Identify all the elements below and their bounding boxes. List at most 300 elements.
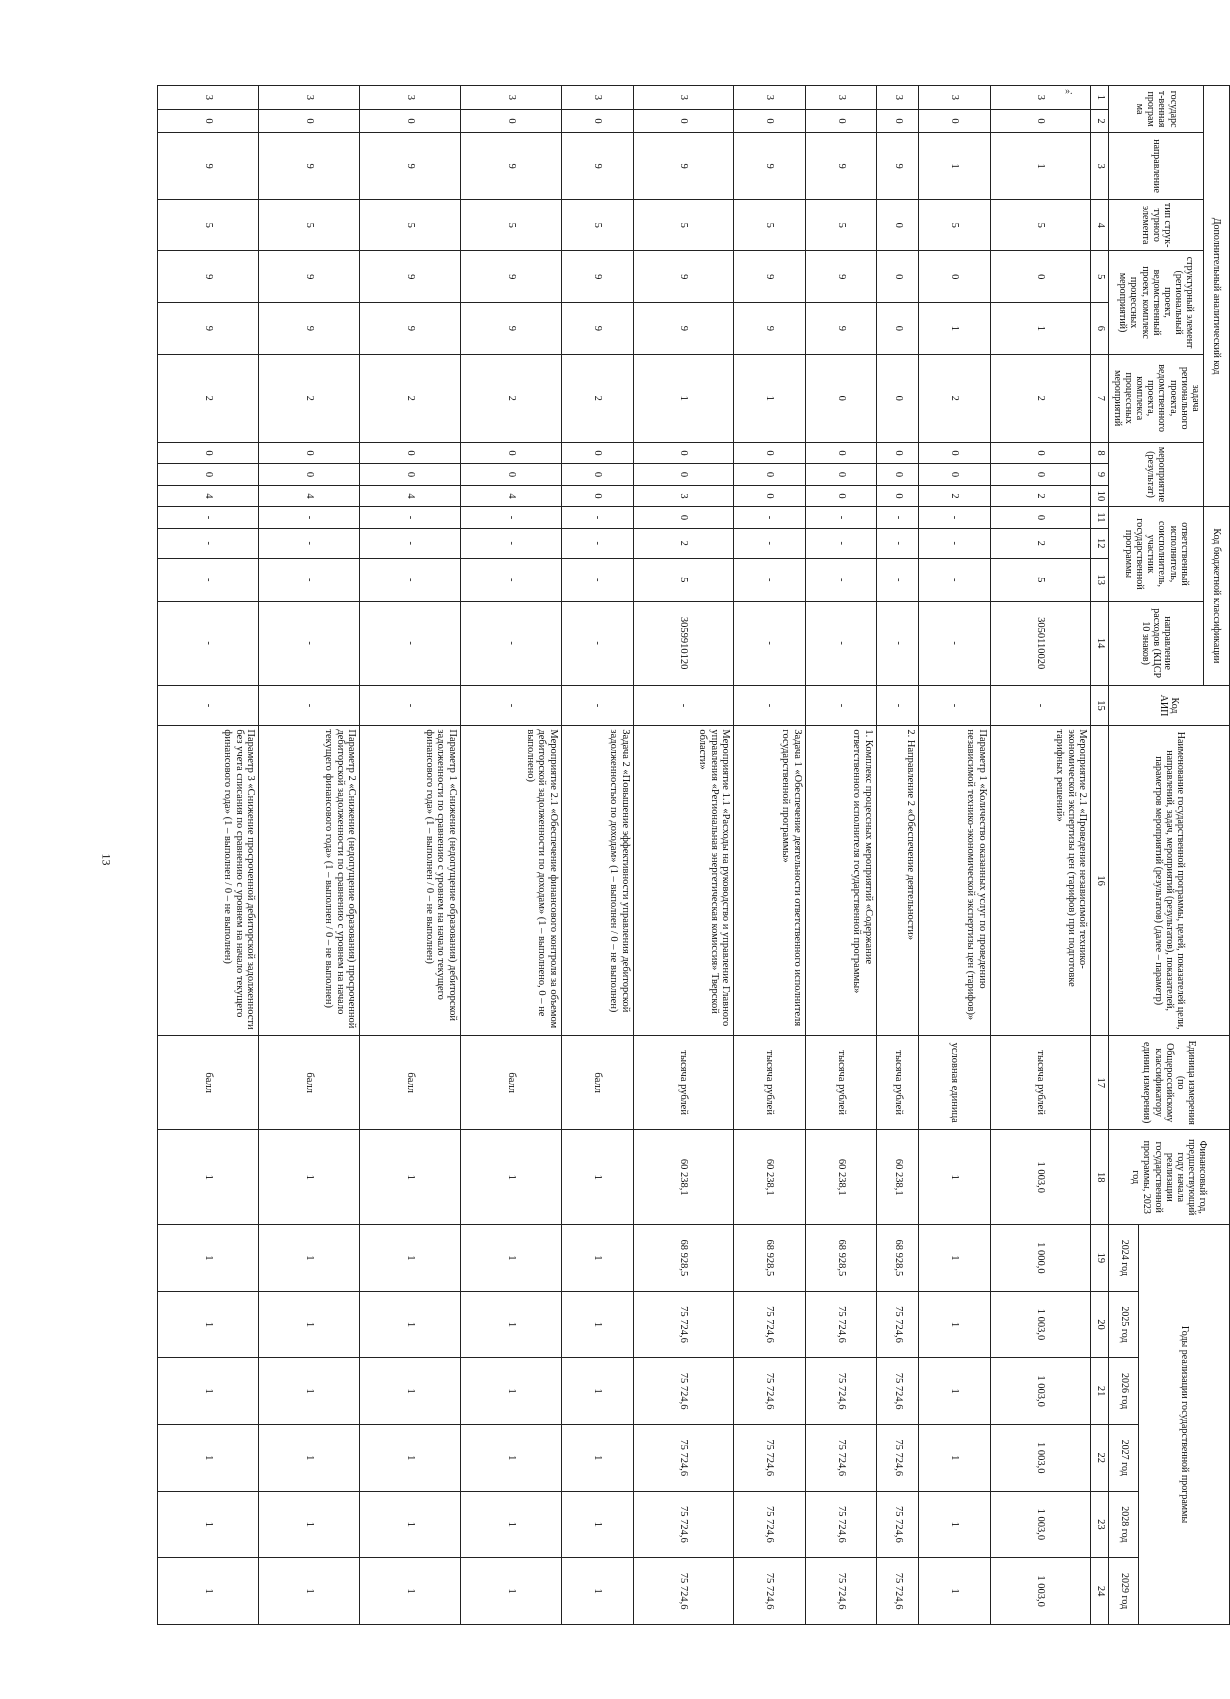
base-year-cell: 1 — [360, 1130, 461, 1225]
header-year: 2027 год — [1109, 1424, 1139, 1491]
code-cell: 0 — [734, 464, 805, 485]
code-cell: - — [259, 601, 360, 685]
year-value-cell: 75 724,6 — [633, 1491, 734, 1558]
name-cell: Мероприятие 1.1 «Расходы на руководство и управление Главного управления «Региональная энергетическая комиссия» Тверской области» — [633, 726, 734, 1035]
code-cell: 2 — [990, 528, 1091, 558]
header-base-year: Финансовый год, предшествующий году начала реализации государственной программы, 2023 год — [1109, 1130, 1230, 1225]
code-cell: 0 — [805, 354, 876, 442]
year-value-cell: 1 — [562, 1358, 633, 1425]
year-value-cell: 1 003,0 — [990, 1291, 1091, 1358]
code-cell: 3 — [633, 485, 734, 507]
code-cell: 9 — [158, 251, 259, 303]
code-cell: 0 — [805, 109, 876, 133]
code-cell: 2 — [990, 354, 1091, 442]
unit-cell: балл — [259, 1035, 360, 1130]
table-row — [158, 86, 259, 1625]
unit-cell: балл — [158, 1035, 259, 1130]
year-value-cell: 1 — [562, 1291, 633, 1358]
code-cell: 5 — [990, 558, 1091, 601]
code-cell: 0 — [633, 464, 734, 485]
code-cell: 0 — [734, 442, 805, 463]
table-row — [259, 86, 360, 1625]
unit-cell: балл — [461, 1035, 562, 1130]
code-cell: 9 — [461, 133, 562, 200]
code-cell: 0 — [259, 442, 360, 463]
code-cell: 0 — [562, 485, 633, 507]
code-cell: 0 — [633, 507, 734, 528]
year-value-cell: 1 — [461, 1491, 562, 1558]
year-value-cell: 1 — [461, 1291, 562, 1358]
code-cell: 0 — [158, 109, 259, 133]
column-number: 23 — [1091, 1491, 1109, 1558]
year-value-cell: 75 724,6 — [805, 1491, 876, 1558]
code-cell: 3 — [562, 86, 633, 110]
code-cell: 0 — [805, 442, 876, 463]
code-cell: 0 — [877, 303, 919, 355]
code-cell: 9 — [734, 133, 805, 200]
year-value-cell: 1 — [919, 1491, 990, 1558]
code-cell: 0 — [562, 442, 633, 463]
code-cell: 3 — [461, 86, 562, 110]
code-cell: 3059910120 — [633, 601, 734, 685]
name-cell: Задача 2 «Повышение эффективности управления дебиторской задолженностью по доходам» (1 – выполнен / 0 – не выполнен) — [562, 726, 633, 1035]
code-cell: 9 — [562, 133, 633, 200]
table-row — [919, 86, 990, 1625]
code-cell: 0 — [633, 442, 734, 463]
year-value-cell: 1 — [158, 1291, 259, 1358]
code-cell: 0 — [877, 251, 919, 303]
year-value-cell: 1 — [259, 1424, 360, 1491]
column-number: 5 — [1091, 251, 1109, 303]
code-cell: 2 — [562, 354, 633, 442]
code-cell: - — [158, 601, 259, 685]
column-number: 11 — [1091, 507, 1109, 528]
code-cell: 5 — [158, 199, 259, 251]
code-cell: - — [734, 528, 805, 558]
header-element-type: тип струк-турного элемента — [1109, 199, 1204, 251]
code-cell: 1 — [919, 133, 990, 200]
code-cell: 9 — [734, 303, 805, 355]
name-cell: Параметр 2 «Снижение (недопущение образования) просроченной дебиторской задолженности по сравнению с уровнем на начало текущего финансового года» (1 – выполнен / 0 – не выполнен) — [259, 726, 360, 1035]
page-number: 13 — [99, 853, 114, 866]
year-value-cell: 75 724,6 — [877, 1424, 919, 1491]
code-cell: 5 — [360, 199, 461, 251]
column-number: 6 — [1091, 303, 1109, 355]
code-cell: - — [805, 507, 876, 528]
name-cell: Параметр 1 «Снижение (недопущение образования) дебиторской задолженности по сравнению с уровнем на начало текущего финансового года» (1 – выполнен / 0 – не выполнен) — [360, 726, 461, 1035]
year-value-cell: 1 — [158, 1424, 259, 1491]
code-cell: 9 — [734, 251, 805, 303]
year-value-cell: 75 724,6 — [633, 1358, 734, 1425]
header-year: 2025 год — [1109, 1291, 1139, 1358]
table-row — [461, 86, 562, 1625]
code-cell: 1 — [633, 354, 734, 442]
code-cell: 2 — [461, 354, 562, 442]
code-cell: 0 — [877, 109, 919, 133]
code-cell: 0 — [990, 464, 1091, 485]
column-number: 9 — [1091, 464, 1109, 485]
base-year-cell: 60 238,1 — [734, 1130, 805, 1225]
year-value-cell: 68 928,5 — [805, 1225, 876, 1292]
table-row — [360, 86, 461, 1625]
column-number: 14 — [1091, 601, 1109, 685]
code-cell: - — [360, 601, 461, 685]
code-cell: - — [919, 601, 990, 685]
code-cell: - — [360, 558, 461, 601]
code-cell: 5 — [805, 199, 876, 251]
header-task: задача регионального проекта, ведомственного проекта, комплекса процессных мероприятий — [1109, 354, 1204, 442]
year-value-cell: 75 724,6 — [805, 1291, 876, 1358]
code-cell: 0 — [633, 109, 734, 133]
unit-cell: тысяча рублей — [633, 1035, 734, 1130]
year-value-cell: 1 — [562, 1558, 633, 1625]
header-expense-direction: направление расходов (КЦСР 10 знаков) — [1109, 601, 1204, 685]
code-cell: - — [805, 528, 876, 558]
code-cell: 0 — [877, 464, 919, 485]
code-cell: 9 — [633, 303, 734, 355]
column-number: 16 — [1091, 726, 1109, 1035]
code-cell: 9 — [360, 303, 461, 355]
column-number: 4 — [1091, 199, 1109, 251]
name-cell: Мероприятие 2.1 «Проведение независимой технико-экономической экспертизы цен (тарифов) при подготовке тарифных решений» — [990, 726, 1091, 1035]
code-cell: 9 — [805, 251, 876, 303]
year-value-cell: 1 003,0 — [990, 1424, 1091, 1491]
code-cell: 0 — [734, 485, 805, 507]
year-value-cell: 1 — [562, 1491, 633, 1558]
code-cell: 3050110020 — [990, 601, 1091, 685]
code-cell: 0 — [990, 251, 1091, 303]
code-cell: 0 — [990, 507, 1091, 528]
unit-cell: тысяча рублей — [734, 1035, 805, 1130]
year-value-cell: 1 — [360, 1491, 461, 1558]
year-value-cell: 1 003,0 — [990, 1558, 1091, 1625]
code-cell: 1 — [990, 133, 1091, 200]
code-cell: 0 — [259, 464, 360, 485]
code-cell: 9 — [259, 133, 360, 200]
year-value-cell: 1 — [158, 1225, 259, 1292]
code-cell: 2 — [919, 485, 990, 507]
code-cell: - — [461, 528, 562, 558]
code-cell: - — [734, 558, 805, 601]
code-cell: - — [633, 685, 734, 726]
header-aip-code: Код АИП — [1109, 685, 1230, 726]
code-cell: 4 — [461, 485, 562, 507]
year-value-cell: 75 724,6 — [877, 1358, 919, 1425]
year-value-cell: 1 — [259, 1291, 360, 1358]
year-value-cell: 1 003,0 — [990, 1358, 1091, 1425]
column-number: 19 — [1091, 1225, 1109, 1292]
code-cell: - — [360, 685, 461, 726]
year-value-cell: 1 — [461, 1558, 562, 1625]
code-cell: 9 — [805, 303, 876, 355]
header-year: 2026 год — [1109, 1358, 1139, 1425]
year-value-cell: 1 — [158, 1358, 259, 1425]
year-value-cell: 1 — [158, 1491, 259, 1558]
code-cell: - — [805, 685, 876, 726]
code-cell: 0 — [360, 109, 461, 133]
code-cell: 3 — [259, 86, 360, 110]
rotated-page — [170, 85, 1230, 1625]
code-cell: - — [877, 507, 919, 528]
code-cell: 0 — [919, 442, 990, 463]
year-value-cell: 1 — [919, 1358, 990, 1425]
column-number: 21 — [1091, 1358, 1109, 1425]
code-cell: - — [461, 558, 562, 601]
code-cell: 0 — [805, 464, 876, 485]
code-cell: 0 — [805, 485, 876, 507]
code-cell: 0 — [919, 251, 990, 303]
year-value-cell: 75 724,6 — [877, 1558, 919, 1625]
code-cell: 5 — [734, 199, 805, 251]
header-year: 2024 год — [1109, 1225, 1139, 1292]
table-row — [734, 86, 805, 1625]
code-cell: - — [877, 601, 919, 685]
unit-cell: условная единица — [919, 1035, 990, 1130]
code-cell: - — [360, 507, 461, 528]
code-cell: - — [562, 507, 633, 528]
year-value-cell: 75 724,6 — [877, 1291, 919, 1358]
name-cell: Параметр 3 «Снижение просроченной дебиторской задолженности без учета списания по сравнению с уровнем на начало текущего финансового года» (1 – выполнен / 0 – не выполнен) — [158, 726, 259, 1035]
code-cell: - — [919, 507, 990, 528]
year-value-cell: 1 — [919, 1225, 990, 1292]
year-value-cell: 1 — [919, 1558, 990, 1625]
base-year-cell: 1 — [259, 1130, 360, 1225]
code-cell: 9 — [158, 303, 259, 355]
year-value-cell: 68 928,5 — [877, 1225, 919, 1292]
code-cell: 2 — [919, 354, 990, 442]
base-year-cell: 1 — [158, 1130, 259, 1225]
code-cell: 9 — [562, 303, 633, 355]
code-cell: 9 — [461, 251, 562, 303]
code-cell: - — [259, 558, 360, 601]
code-cell: 3 — [805, 86, 876, 110]
column-number: 12 — [1091, 528, 1109, 558]
code-cell: 2 — [158, 354, 259, 442]
year-value-cell: 1 — [259, 1225, 360, 1292]
code-cell: - — [805, 558, 876, 601]
year-value-cell: 1 — [461, 1225, 562, 1292]
header-unit: Единица измерения (по Общероссийскому классификатору единиц измерения) — [1109, 1035, 1230, 1130]
column-numbers-row — [1091, 86, 1109, 1625]
code-cell: - — [877, 528, 919, 558]
year-value-cell: 68 928,5 — [633, 1225, 734, 1292]
column-number: 7 — [1091, 354, 1109, 442]
column-number: 20 — [1091, 1291, 1109, 1358]
code-cell: 3 — [734, 86, 805, 110]
program-table — [158, 85, 1230, 1625]
year-value-cell: 1 — [360, 1225, 461, 1292]
base-year-cell: 60 238,1 — [805, 1130, 876, 1225]
year-value-cell: 75 724,6 — [633, 1558, 734, 1625]
column-number: 13 — [1091, 558, 1109, 601]
code-cell: - — [734, 685, 805, 726]
code-cell: 0 — [990, 109, 1091, 133]
code-cell: 5 — [259, 199, 360, 251]
code-cell: - — [562, 528, 633, 558]
code-cell: 2 — [990, 485, 1091, 507]
code-cell: 3 — [633, 86, 734, 110]
code-cell: 0 — [461, 109, 562, 133]
table-row — [805, 86, 876, 1625]
code-cell: 0 — [461, 442, 562, 463]
code-cell: 0 — [919, 109, 990, 133]
unit-cell: тысяча рублей — [990, 1035, 1091, 1130]
code-cell: 9 — [360, 133, 461, 200]
code-cell: - — [562, 601, 633, 685]
code-cell: 4 — [158, 485, 259, 507]
code-cell: 9 — [805, 133, 876, 200]
code-cell: 0 — [990, 442, 1091, 463]
code-cell: - — [158, 685, 259, 726]
code-cell: 9 — [259, 251, 360, 303]
year-value-cell: 75 724,6 — [805, 1424, 876, 1491]
code-cell: - — [805, 601, 876, 685]
header-years-title: Годы реализации государственной программы — [1139, 1225, 1230, 1625]
code-cell: 4 — [259, 485, 360, 507]
code-cell: 1 — [734, 354, 805, 442]
code-cell: 0 — [360, 464, 461, 485]
code-cell: 5 — [990, 199, 1091, 251]
header-additional-code: Дополнительный аналитический код — [1204, 86, 1230, 507]
code-cell: 3 — [360, 86, 461, 110]
column-number: 17 — [1091, 1035, 1109, 1130]
code-cell: 9 — [360, 251, 461, 303]
year-value-cell: 1 — [461, 1424, 562, 1491]
column-number: 18 — [1091, 1130, 1109, 1225]
code-cell: 0 — [877, 442, 919, 463]
year-value-cell: 1 — [259, 1358, 360, 1425]
code-cell: 9 — [461, 303, 562, 355]
code-cell: - — [360, 528, 461, 558]
base-year-cell: 1 — [562, 1130, 633, 1225]
code-cell: 3 — [877, 86, 919, 110]
code-cell: 2 — [633, 528, 734, 558]
corner-mark: ». — [1065, 86, 1073, 97]
code-cell: 9 — [633, 133, 734, 200]
column-number: 10 — [1091, 485, 1109, 507]
code-cell: - — [461, 507, 562, 528]
column-number: 22 — [1091, 1424, 1109, 1491]
code-cell: 1 — [919, 303, 990, 355]
base-year-cell: 1 — [919, 1130, 990, 1225]
code-cell: - — [562, 558, 633, 601]
code-cell: - — [562, 685, 633, 726]
unit-cell: тысяча рублей — [805, 1035, 876, 1130]
code-cell: - — [877, 685, 919, 726]
year-value-cell: 1 — [919, 1291, 990, 1358]
code-cell: 5 — [562, 199, 633, 251]
year-value-cell: 1 000,0 — [990, 1225, 1091, 1292]
header-executor: ответственный исполнитель, соисполнитель, участник государственной программы — [1109, 507, 1204, 602]
year-value-cell: 1 — [158, 1558, 259, 1625]
code-cell: 9 — [158, 133, 259, 200]
base-year-cell: 1 003,0 — [990, 1130, 1091, 1225]
year-value-cell: 68 928,5 — [734, 1225, 805, 1292]
code-cell: 2 — [360, 354, 461, 442]
header-year: 2028 год — [1109, 1491, 1139, 1558]
header-budget-code: Код бюджетной классификации — [1204, 507, 1230, 685]
code-cell: 0 — [877, 485, 919, 507]
code-cell: - — [158, 507, 259, 528]
name-cell: Параметр 1 «Количество оказанных услуг по проведению независимой технико-экономической экспертизы цен (тарифов)» — [919, 726, 990, 1035]
column-number: 8 — [1091, 442, 1109, 463]
header-measure: мероприятие (результат) — [1109, 442, 1204, 506]
code-cell: - — [877, 558, 919, 601]
code-cell: - — [259, 528, 360, 558]
code-cell: 0 — [919, 464, 990, 485]
name-cell: Задача 1 «Обеспечение деятельности ответственного исполнителя государственной программы» — [734, 726, 805, 1035]
code-cell: - — [919, 558, 990, 601]
name-cell: 2. Направление 2 «Обеспечение деятельности» — [877, 726, 919, 1035]
year-value-cell: 75 724,6 — [805, 1558, 876, 1625]
table-row — [877, 86, 919, 1625]
code-cell: 0 — [158, 464, 259, 485]
year-value-cell: 75 724,6 — [734, 1424, 805, 1491]
code-cell: - — [158, 528, 259, 558]
code-cell: 3 — [158, 86, 259, 110]
year-value-cell: 75 724,6 — [734, 1491, 805, 1558]
code-cell: 0 — [877, 354, 919, 442]
code-cell: 5 — [919, 199, 990, 251]
year-value-cell: 1 — [562, 1225, 633, 1292]
base-year-cell: 60 238,1 — [877, 1130, 919, 1225]
code-cell: 0 — [158, 442, 259, 463]
year-value-cell: 1 — [259, 1491, 360, 1558]
year-value-cell: 75 724,6 — [633, 1424, 734, 1491]
code-cell: 9 — [877, 133, 919, 200]
code-cell: 3 — [919, 86, 990, 110]
code-cell: 3 — [990, 86, 1091, 110]
code-cell: - — [461, 685, 562, 726]
column-number: 3 — [1091, 133, 1109, 200]
header-name: Наименование государственной программы, целей, показателей цели, направлений, задач, мероприятий (результатов), показателей, параметров мероприятий (результатов) (далее – параметр) — [1109, 726, 1230, 1035]
code-cell: 9 — [633, 251, 734, 303]
code-cell: 0 — [461, 464, 562, 485]
code-cell: 1 — [990, 303, 1091, 355]
code-cell: 5 — [461, 199, 562, 251]
year-value-cell: 1 003,0 — [990, 1491, 1091, 1558]
base-year-cell: 60 238,1 — [633, 1130, 734, 1225]
code-cell: - — [259, 685, 360, 726]
code-cell: - — [734, 507, 805, 528]
year-value-cell: 1 — [461, 1358, 562, 1425]
year-value-cell: 1 — [360, 1558, 461, 1625]
year-value-cell: 1 — [360, 1291, 461, 1358]
code-cell: 0 — [734, 109, 805, 133]
unit-cell: тысяча рублей — [877, 1035, 919, 1130]
year-value-cell: 75 724,6 — [633, 1291, 734, 1358]
header-state-program: государст-венная программа — [1109, 86, 1204, 133]
year-value-cell: 75 724,6 — [734, 1358, 805, 1425]
code-cell: 0 — [562, 464, 633, 485]
code-cell: 4 — [360, 485, 461, 507]
code-cell: 0 — [877, 199, 919, 251]
year-value-cell: 1 — [562, 1424, 633, 1491]
code-cell: 0 — [259, 109, 360, 133]
code-cell: - — [990, 685, 1091, 726]
column-number: 2 — [1091, 109, 1109, 133]
code-cell: 0 — [562, 109, 633, 133]
table-row — [990, 86, 1091, 1625]
year-value-cell: 1 — [919, 1424, 990, 1491]
column-number: 15 — [1091, 685, 1109, 726]
year-value-cell: 1 — [360, 1424, 461, 1491]
code-cell: 9 — [562, 251, 633, 303]
code-cell: - — [919, 685, 990, 726]
code-cell: - — [734, 601, 805, 685]
column-number: 1 — [1091, 86, 1109, 110]
unit-cell: балл — [360, 1035, 461, 1130]
